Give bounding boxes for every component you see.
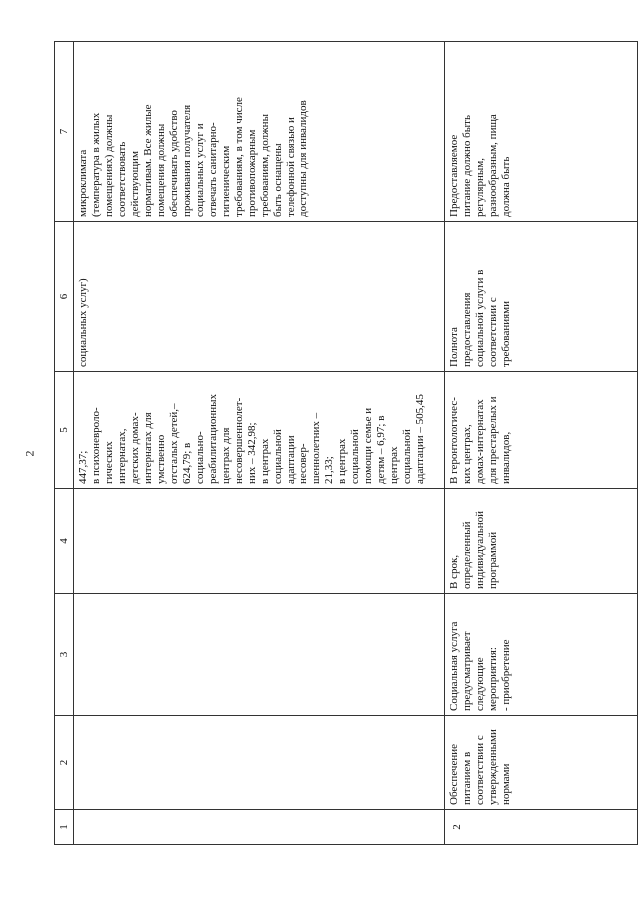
service-content-cell: Социальная услуга предусматривает следующие мероприятия: - приобретение bbox=[445, 594, 638, 716]
row-number: 2 bbox=[445, 810, 638, 845]
header-col-1: 1 bbox=[55, 810, 74, 845]
tariff-cell: 447,37; в психоневроло- гических интернатах, детских домах- интернатах для умственно отсталых детей,– 624,79; в социально- реабилитационных центрах для несовершеннолет- них – 342,98; в центрах социальной адаптации несовер- шеннолетних – 21,33; в центрах социальной помощи семье и детям – 6,97; в центрах социальной адаптации – 505,45 bbox=[74, 372, 445, 489]
services-table bbox=[54, 42, 638, 845]
conditions-cell: микроклимата (температура в жилых помещениях) должны соответствовать действующим нормативам. Все жилые помещения должны обеспечивать удобство проживания получателя социальных услуг и отвечать санитарно- гигиеническим требованиям, в том числе противопожарным требованиям, должны быть оснащены телефонной связью и доступны для инвалидов bbox=[74, 42, 445, 222]
service-term-cell: В срок, определенный индивидуальной программой bbox=[445, 489, 638, 594]
service-name-cell bbox=[74, 716, 445, 810]
tariff-cell: В геронтологичес- ких центрах, домах-интернатах для престарелых и инвалидов, bbox=[445, 372, 638, 489]
table-row bbox=[445, 42, 638, 845]
criteria-cell: социальных услуг) bbox=[74, 222, 445, 372]
header-col-2: 2 bbox=[55, 716, 74, 810]
conditions-cell: Предоставляемое питание должно быть регулярным, разнообразным, пища должна быть bbox=[445, 42, 638, 222]
header-row bbox=[55, 42, 74, 845]
service-name-cell: Обеспечение питанием в соответствии с утвержденными нормами bbox=[445, 716, 638, 810]
service-term-cell bbox=[74, 489, 445, 594]
header-col-3: 3 bbox=[55, 594, 74, 716]
table-row bbox=[74, 42, 445, 845]
row-number bbox=[74, 810, 445, 845]
criteria-cell: Полнота предоставления социальной услуги в соответствии с требованиями bbox=[445, 222, 638, 372]
header-col-4: 4 bbox=[55, 489, 74, 594]
page-number: 2 bbox=[22, 450, 37, 457]
service-content-cell bbox=[74, 594, 445, 716]
header-col-7: 7 bbox=[55, 42, 74, 222]
header-col-6: 6 bbox=[55, 222, 74, 372]
header-col-5: 5 bbox=[55, 372, 74, 489]
